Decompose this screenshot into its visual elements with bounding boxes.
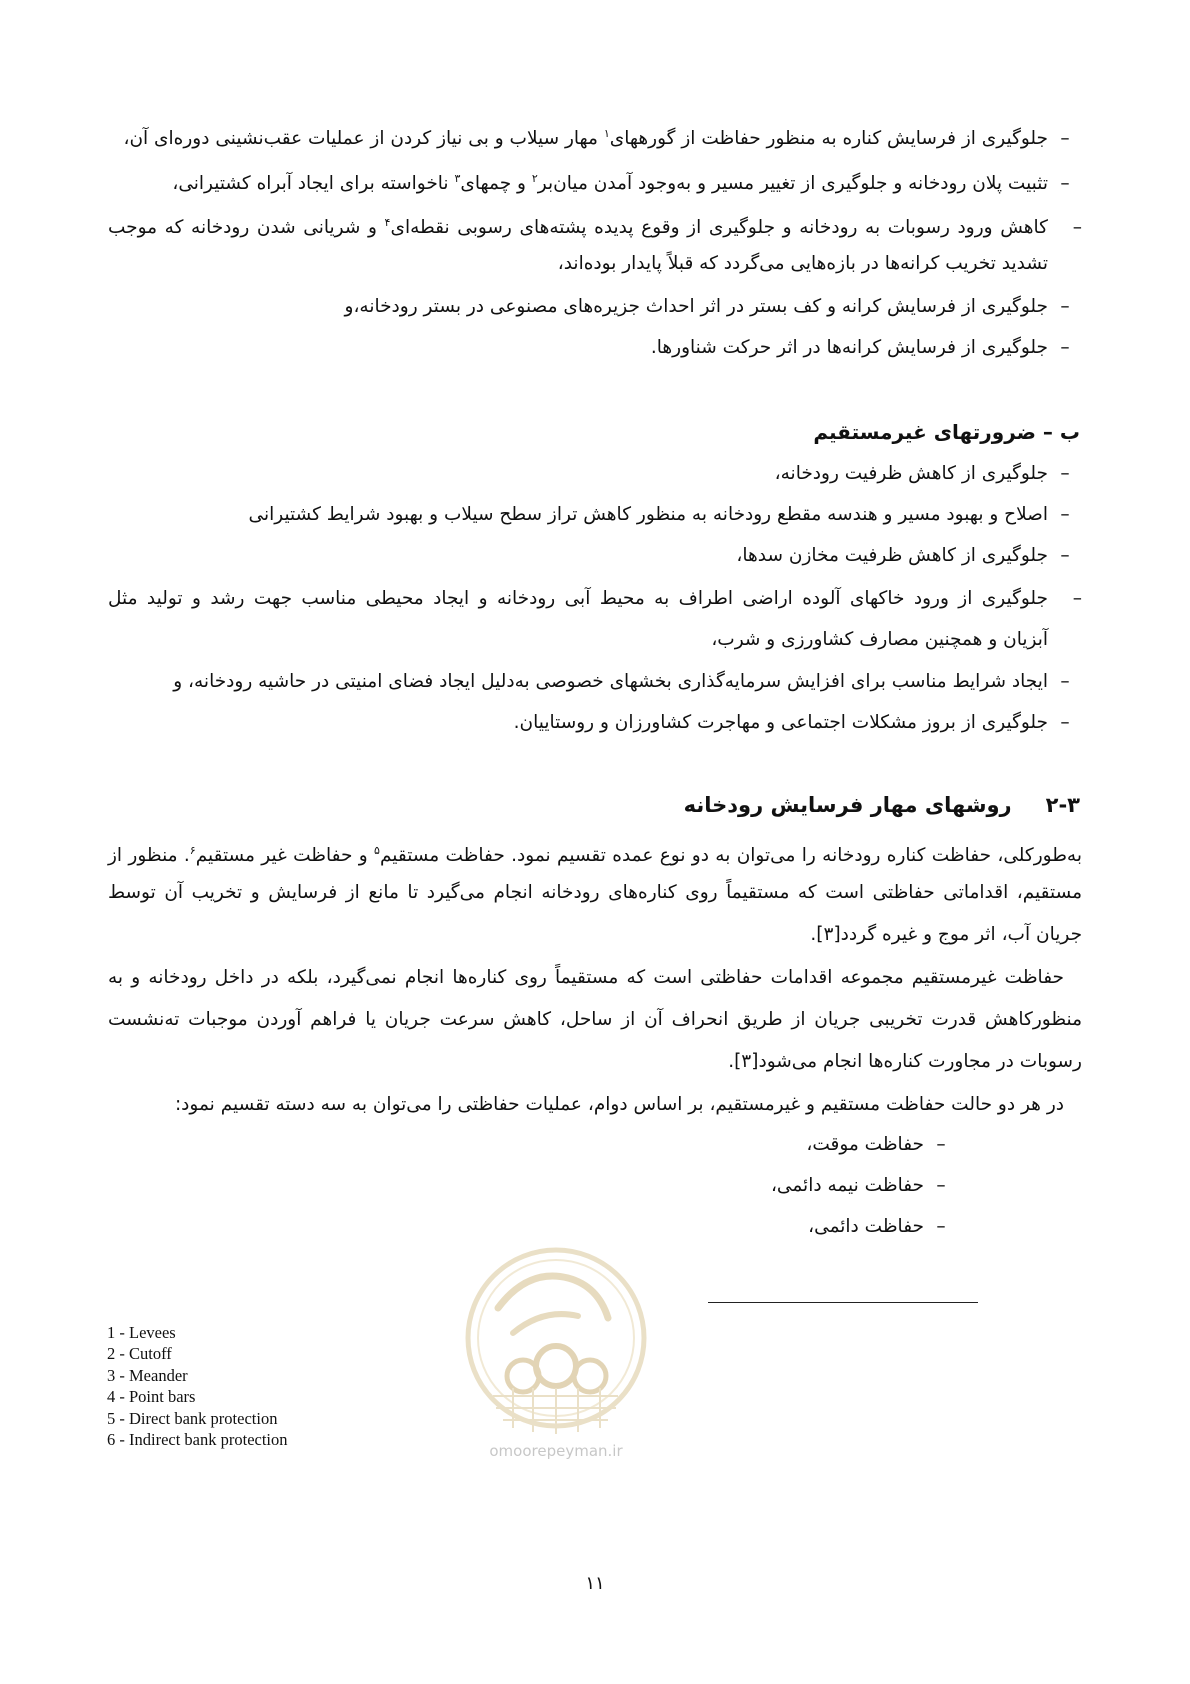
paragraph-line: رسوبات در مجاورت کناره‌ها انجام می‌شود[۳]. xyxy=(728,1051,1082,1072)
dash-mark: – xyxy=(1072,217,1082,239)
bullet-item: –ایجاد شرایط مناسب برای افزایش سرمایه‌گذاری بخشهای خصوصی به‌دلیل ایجاد فضای امنیتی در حاشیه رودخانه، و xyxy=(173,667,1082,697)
paragraph-line: حفاظت غیرمستقیم مجموعه اقدامات حفاظتی است که مستقیماً روی کناره‌ها انجام نمی‌گیرد، بلکه در داخل رودخانه و به xyxy=(108,967,1064,988)
bullet-item: –تثبیت پلان رودخانه و جلوگیری از تغییر مسیر و به‌وجود آمدن میان‌بر$^۲$ و چمهای$^۳$ ناخواسته برای ایجاد آبراه کشتیرانی، xyxy=(172,164,1082,199)
paragraph-line: در هر دو حالت حفاظت مستقیم و غیرمستقیم، بر اساس دوام، عملیات حفاظتی را می‌توان به سه دسته تقسیم نمود: xyxy=(174,1094,1064,1115)
footnote: 5 - Direct bank protection xyxy=(107,1409,278,1428)
dash-mark: – xyxy=(1072,588,1082,609)
section-b-heading: ب – ضرورتهای غیرمستقیم xyxy=(813,420,1080,444)
bullet-item: –جلوگیری از ورود خاکهای آلوده اراضی اطراف به محیط آبی رودخانه و ایجاد محیطی مناسب جهت رشد و تولید مثل xyxy=(108,584,1082,614)
dash-mark: – xyxy=(936,1134,946,1155)
dash-mark: – xyxy=(1060,128,1070,150)
dash-mark: – xyxy=(936,1175,946,1196)
dash-mark: – xyxy=(1060,173,1070,195)
footnote: 6 - Indirect bank protection xyxy=(107,1430,288,1449)
bullet-continuation: آبزیان و همچنین مصارف کشاورزی و شرب، xyxy=(711,629,1048,650)
list-item: –حفاظت دائمی، xyxy=(808,1212,958,1242)
section-number: ۲-۳ xyxy=(1045,793,1080,817)
dash-mark: – xyxy=(1060,337,1070,358)
dash-mark: – xyxy=(1060,296,1070,317)
page-number: ۱۱ xyxy=(585,1573,605,1594)
watermark xyxy=(458,1238,654,1468)
footnote: 2 - Cutoff xyxy=(107,1344,172,1363)
dash-mark: – xyxy=(1060,463,1070,484)
dash-mark: – xyxy=(1060,504,1070,525)
bullet-item: –جلوگیری از فرسایش کرانه‌ها در اثر حرکت شناورها. xyxy=(651,333,1082,363)
paragraph-line: مستقیم، اقداماتی حفاظتی است که مستقیماً روی کناره‌های رودخانه انجام می‌گیرد تا مانع از فرسایش و تخریب آن توسط xyxy=(108,882,1082,903)
bullet-item: –کاهش ورود رسوبات به رودخانه و جلوگیری از وقوع پدیده پشته‌های رسوبی نقطه‌ای$^۴$ و شریانی شدن رودخانه که موجب xyxy=(108,208,1082,243)
bullet-item: –جلوگیری از کاهش ظرفیت مخازن سدها، xyxy=(736,541,1082,571)
footnote: 1 - Levees xyxy=(107,1323,176,1342)
footnote: 4 - Point bars xyxy=(107,1387,196,1406)
footnote: 3 - Meander xyxy=(107,1366,188,1385)
dash-mark: – xyxy=(1060,671,1070,692)
watermark-url: omoorepeyman.ir xyxy=(489,1442,623,1460)
dash-mark: – xyxy=(1060,545,1070,566)
bullet-item: –جلوگیری از کاهش ظرفیت رودخانه، xyxy=(775,459,1082,489)
bullet-continuation: تشدید تخریب کرانه‌ها در بازه‌هایی می‌گردد که قبلاً پایدار بوده‌اند، xyxy=(557,253,1048,274)
dash-mark: – xyxy=(1060,712,1070,733)
bullet-item: –اصلاح و بهبود مسیر و هندسه مقطع رودخانه به منظور کاهش تراز سطح سیلاب و بهبود شرایط کشتیرانی xyxy=(249,500,1082,530)
list-item: –حفاظت موقت، xyxy=(806,1130,958,1160)
section-title: روشهای مهار فرسایش رودخانه xyxy=(683,793,1012,817)
bullet-item: –جلوگیری از بروز مشکلات اجتماعی و مهاجرت کشاورزان و روستاییان. xyxy=(514,708,1082,738)
seal-logo-icon xyxy=(458,1238,654,1438)
list-item: –حفاظت نیمه دائمی، xyxy=(771,1171,958,1201)
footnote-separator xyxy=(708,1302,978,1303)
section-heading xyxy=(684,793,1080,817)
bullet-item: –جلوگیری از فرسایش کناره به منظور حفاظت از گورههای$^۱$ مهار سیلاب و بی نیاز کردن از عملیات عقب‌نشینی دوره‌ای آن، xyxy=(123,119,1082,154)
paragraph-line: منظورکاهش قدرت تخریبی جریان از طریق انحراف آن از ساحل، کاهش سرعت جریان یا فراهم آوردن موجبات ته‌نشست xyxy=(108,1009,1082,1030)
paragraph-line: جریان آب، اثر موج و غیره گردد[۳]. xyxy=(810,924,1082,945)
paragraph-line: به‌طورکلی، حفاظت کناره رودخانه را می‌توان به دو نوع عمده تقسیم نمود. حفاظت مستقیم$^۵$ و حفاظت غیر مستقیم$^۶$. منظور از xyxy=(108,844,1082,867)
bullet-item: –جلوگیری از فرسایش کرانه و کف بستر در اثر احداث جزیره‌های مصنوعی در بستر رودخانه،و xyxy=(345,292,1082,322)
dash-mark: – xyxy=(936,1216,946,1237)
